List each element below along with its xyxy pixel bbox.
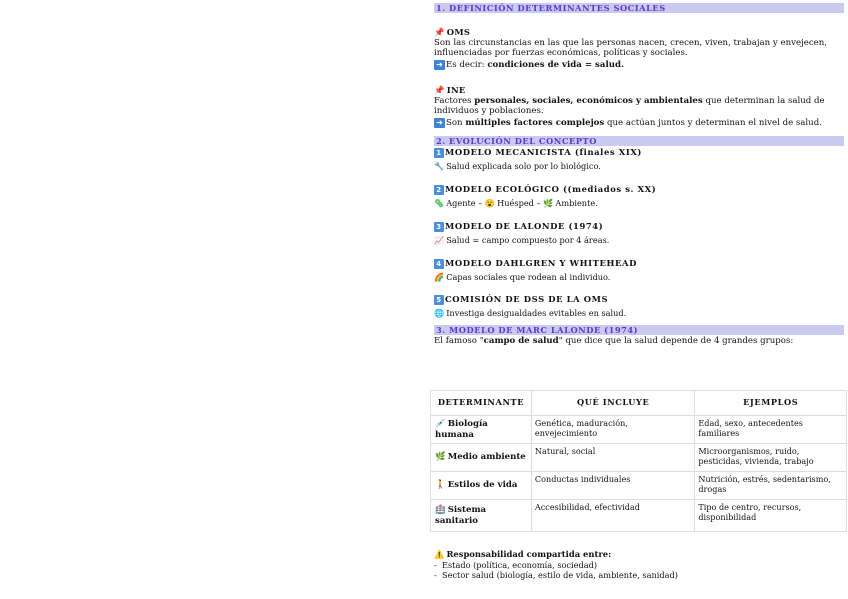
number-1-icon: 1 [434, 148, 444, 158]
pin-icon: 📌 [434, 85, 445, 96]
microbe-icon: 🦠 [434, 197, 445, 208]
globe-icon: 🌐 [434, 308, 445, 319]
hospital-icon: 🏥 [435, 505, 446, 516]
responsibility-title: ⚠️ Responsabilidad compartida entre: [434, 549, 612, 559]
includes-cell: Accesibilidad, efectividad [531, 500, 694, 532]
document-page [434, 0, 844, 580]
model-comision-title: 5 COMISIÓN DE DSS DE LA OMS [434, 294, 844, 305]
model-mecanicista-title: 1 MODELO MECANICISTA (finales XIX) [434, 147, 844, 158]
model-dahlgren-title: 4 MODELO DAHLGREN Y WHITEHEAD [434, 258, 844, 269]
column-header: EJEMPLOS [695, 391, 847, 416]
list-item: - Sector salud (biología, estilo de vida, ambiente, sanidad) [434, 569, 678, 580]
model-lalonde-title: 3 MODELO DE LALONDE (1974) [434, 221, 844, 232]
section-heading-evolucion: 2. EVOLUCIÓN DEL CONCEPTO [434, 136, 844, 146]
ine-heading: 📌 INE [434, 85, 466, 96]
responsibility-block [434, 549, 678, 581]
model-lalonde-desc: 📈 Salud = campo compuesto por 4 áreas. [434, 234, 610, 245]
model-mecanicista-desc: 🔧 Salud explicada solo por lo biológico. [434, 161, 601, 172]
syringe-icon: 💉 [435, 419, 446, 430]
number-2-icon: 2 [434, 185, 444, 195]
determinant-cell: 🚶 Estilos de vida [431, 472, 532, 500]
ine-definition: Factores personales, sociales, económicos y ambientales que determinan la salud de individuos y poblaciones. [434, 96, 825, 117]
includes-cell: Genética, maduración, envejecimiento [531, 416, 694, 444]
wrench-icon: 🔧 [434, 161, 445, 172]
determinant-cell: 🌿 Medio ambiente [431, 444, 532, 472]
herb-icon: 🌿 [543, 197, 554, 208]
determinant-cell: 🏥 Sistema sanitario [431, 500, 532, 532]
examples-cell: Edad, sexo, antecedentes familiares [695, 416, 847, 444]
lalonde-intro: El famoso "campo de salud" que dice que la salud depende de 4 grandes grupos: [434, 336, 794, 347]
includes-cell: Natural, social [531, 444, 694, 472]
model-dahlgren-desc: 🌈 Capas sociales que rodean al individuo. [434, 271, 611, 282]
number-3-icon: 3 [434, 222, 444, 232]
number-4-icon: 4 [434, 259, 444, 269]
model-ecologico-title: 2 MODELO ECOLÓGICO ((mediados s. XX) [434, 184, 844, 195]
number-5-icon: 5 [434, 295, 444, 305]
section-heading-definicion: 1. DEFINICIÓN DETERMINANTES SOCIALES [434, 3, 844, 13]
determinants-table [430, 390, 847, 532]
herb-icon: 🌿 [435, 452, 446, 463]
examples-cell: Microorganismos, ruido, pesticidas, vivienda, trabajo [695, 444, 847, 472]
warning-icon: ⚠️ [434, 549, 445, 559]
model-ecologico-desc: 🦠 Agente – 😮 Huésped – 🌿 Ambiente. [434, 197, 598, 208]
ine-summary: ➜ Son múltiples factores complejos que actúan juntos y determinan el nivel de salud. [434, 118, 844, 128]
includes-cell: Conductas individuales [531, 472, 694, 500]
section-heading-lalonde: 3. MODELO DE MARC LALONDE (1974) [434, 325, 844, 335]
oms-definition: Son las circunstancias en las que las personas nacen, crecen, viven, trabajan y envejecen, influenciadas por fuerzas económicas, políticas y sociales. [434, 38, 827, 59]
column-header: DETERMINANTE [431, 391, 532, 416]
face-icon: 😮 [484, 197, 496, 208]
rainbow-icon: 🌈 [434, 271, 445, 282]
column-header: QUÉ INCLUYE [531, 391, 694, 416]
chart-up-icon: 📈 [434, 234, 445, 245]
determinant-cell: 💉 Biología humana [431, 416, 532, 444]
table-row [431, 500, 847, 532]
model-comision-desc: 🌐 Investiga desigualdades evitables en salud. [434, 308, 627, 319]
table-row [431, 472, 847, 500]
oms-summary: ➜ Es decir: condiciones de vida = salud. [434, 60, 844, 70]
examples-cell: Tipo de centro, recursos, disponibilidad [695, 500, 847, 532]
arrow-right-icon: ➜ [434, 60, 445, 70]
oms-heading: 📌 OMS [434, 27, 471, 37]
table-row [431, 444, 847, 472]
pin-icon: 📌 [434, 27, 445, 37]
arrow-right-icon: ➜ [434, 118, 445, 128]
table-header-row [431, 391, 847, 416]
list-item: - Estado (política, economía, sociedad) [434, 560, 598, 571]
walking-person-icon: 🚶 [435, 480, 446, 491]
examples-cell: Nutrición, estrés, sedentarismo, drogas [695, 472, 847, 500]
table-row [431, 416, 847, 444]
